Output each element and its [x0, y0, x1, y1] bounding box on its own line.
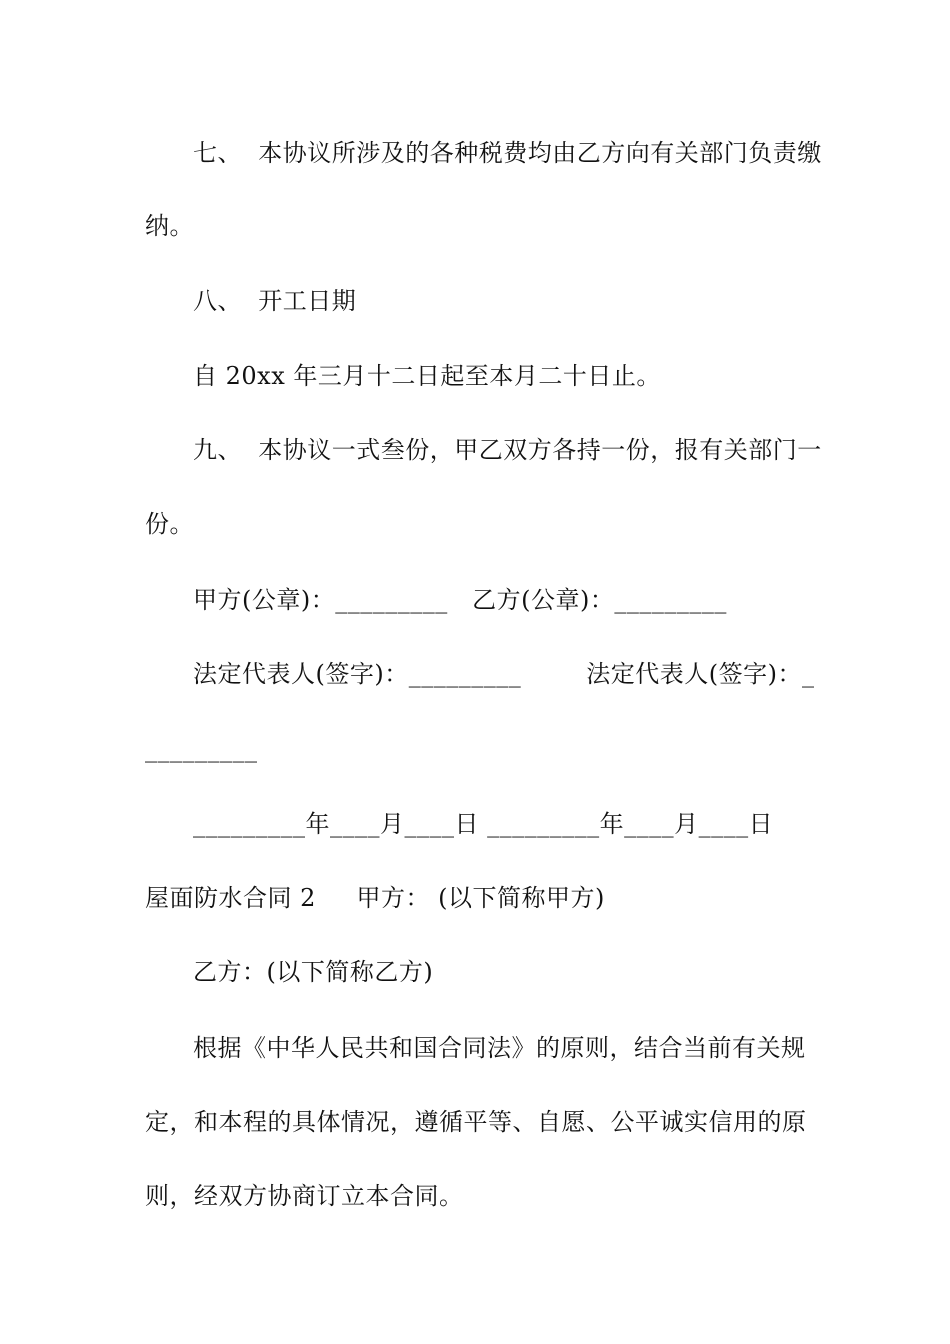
contract-2-title-line: 屋面防水合同 2 甲方： (以下简称甲方): [145, 884, 605, 912]
preamble-line-2: 定，和本程的具体情况，遵循平等、自愿、公平诚实信用的原: [145, 1108, 807, 1136]
clause-7-text: 七、 本协议所涉及的各种税费均由乙方向有关部门负责缴: [193, 139, 822, 167]
clause-9-text: 九、 本协议一式叁份，甲乙双方各持一份，报有关部门一: [193, 436, 822, 464]
date-line: _________年____月____日 _________年____月____日: [193, 810, 774, 838]
seal-line: 甲方(公章)：_________ 乙方(公章)：_________: [193, 586, 727, 614]
clause-7-continuation: 纳。: [145, 212, 194, 240]
preamble-line-3: 则，经双方协商订立本合同。: [145, 1182, 464, 1210]
party-b-line: 乙方：(以下简称乙方): [193, 958, 434, 986]
preamble-line-1: 根据《中华人民共和国合同法》的原则，结合当前有关规: [193, 1034, 806, 1062]
clause-9-continuation: 份。: [145, 510, 194, 538]
start-date-text: 自 20xx 年三月十二日起至本月二十日止。: [193, 362, 661, 390]
clause-8-heading: 八、 开工日期: [193, 287, 357, 315]
signature-line: 法定代表人(签字)：_________ 法定代表人(签字)：_: [193, 660, 815, 688]
signature-line-continuation: _________: [145, 735, 258, 763]
